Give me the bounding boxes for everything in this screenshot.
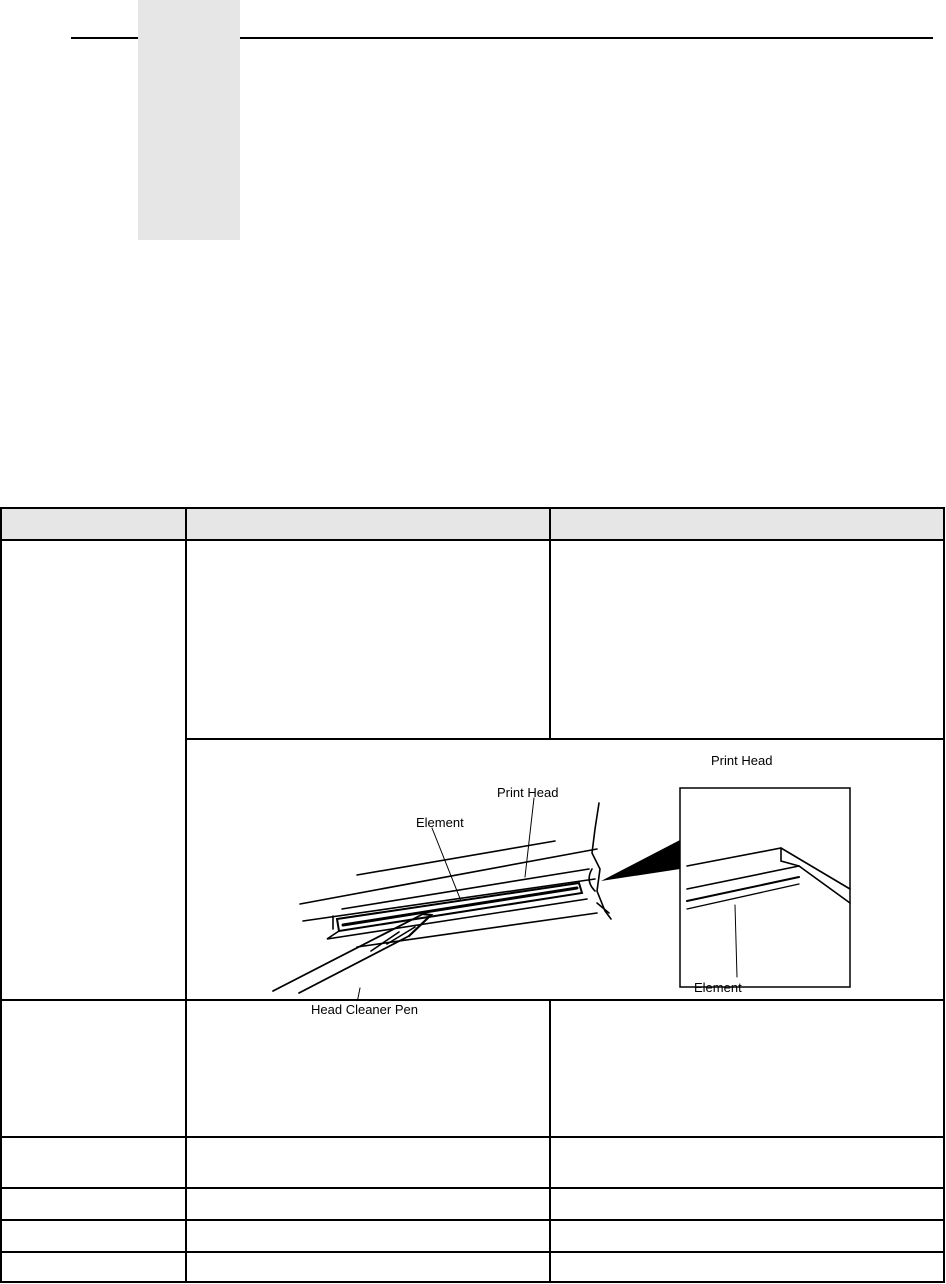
inset-element-line-1 (687, 877, 799, 901)
table-border-left (0, 507, 2, 1283)
header-rule-left (71, 37, 138, 39)
housing-top-line (357, 841, 555, 875)
figure-row-divider (185, 738, 945, 740)
inset-front-edge (687, 866, 799, 889)
head-cleaner-pen-label: Head Cleaner Pen (311, 1002, 418, 1017)
print-head-drawing (187, 741, 944, 1001)
row-divider-5 (0, 1219, 945, 1221)
element-inset-label: Element (694, 980, 742, 995)
element-label: Element (416, 815, 464, 830)
header-row-divider (0, 539, 945, 541)
leader-print-head (525, 798, 534, 877)
bracket-edge (592, 803, 611, 919)
leader-pen (357, 988, 360, 1001)
row-divider-6 (0, 1251, 945, 1253)
maintenance-table (0, 507, 945, 1283)
table-border-bottom (0, 1281, 945, 1283)
print-head-label: Print Head (497, 785, 559, 800)
pen-tip (409, 914, 431, 936)
housing-top-edge (300, 849, 597, 904)
pen-barrel-upper (299, 936, 409, 993)
column-divider-2-upper (549, 507, 551, 740)
zoom-callout-wedge (601, 840, 680, 881)
table-border-top (0, 507, 945, 509)
leader-element-inset (735, 905, 737, 977)
table-header-row (0, 507, 945, 541)
chapter-tab (138, 0, 240, 240)
print-head-inset-label: Print Head (711, 753, 773, 768)
inset-frame (680, 788, 850, 987)
column-divider-2-lower (549, 1001, 551, 1283)
print-head-cleaning-figure (187, 741, 944, 1017)
leader-element (432, 828, 461, 901)
row-divider-3 (0, 1136, 945, 1138)
header-rule-right (240, 37, 933, 39)
row-divider-4 (0, 1187, 945, 1189)
